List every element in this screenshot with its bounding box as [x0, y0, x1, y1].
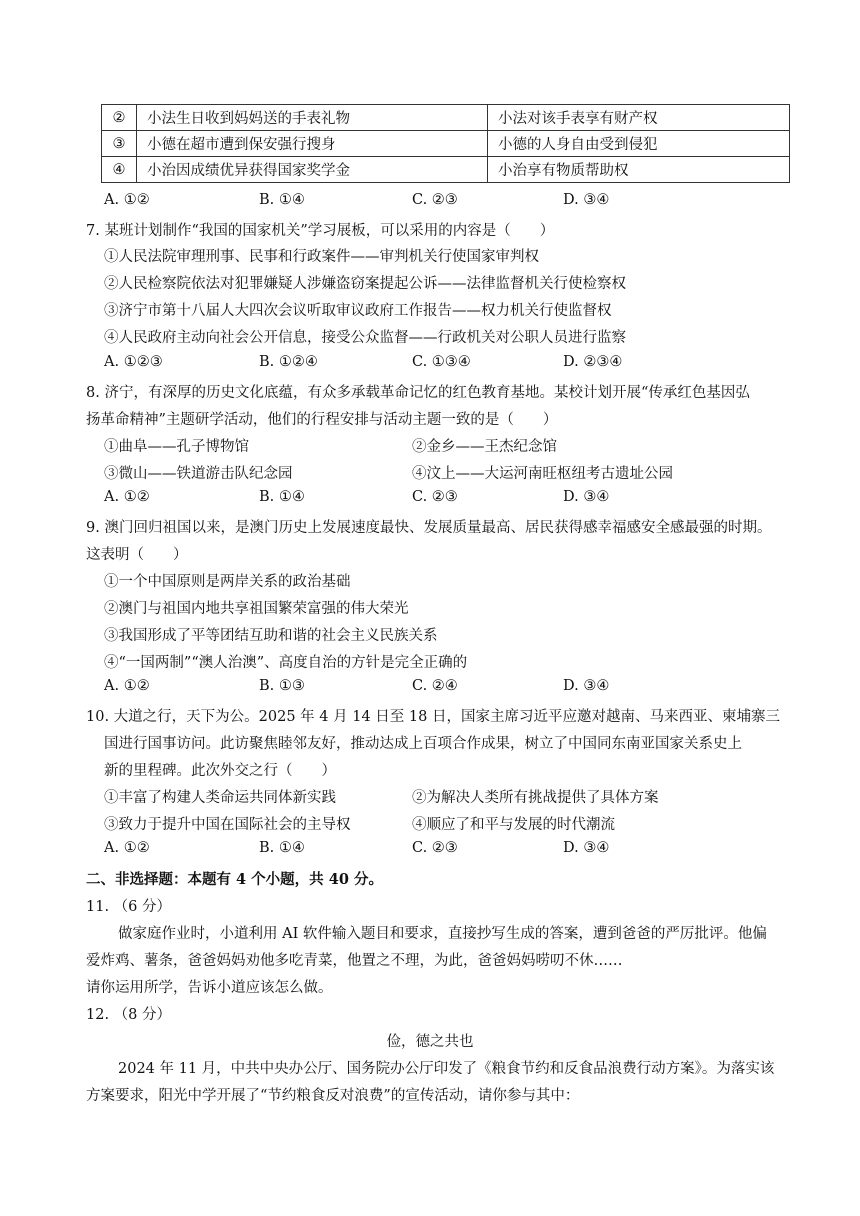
q9-stem-line1: 9. 澳门回归祖国以来，是澳门历史上发展速度最快、发展质量最高、居民获得感幸福感安全感最强的时期。 [86, 520, 772, 536]
q11-prompt: 请你运用所学，告诉小道应该怎么做。 [86, 980, 333, 996]
q10-option-a: A. ①② [104, 840, 150, 856]
q6-option-d: D. ③④ [563, 192, 610, 208]
q11-heading: 11. （6 分） [86, 899, 172, 915]
row-number: ④ [102, 157, 137, 183]
q11-paragraph-line2: 爱炸鸡、薯条，爸爸妈妈劝他多吃青菜，他置之不理，为此，爸爸妈妈唠叨不休…… [86, 953, 623, 969]
row-event: 小法生日收到妈妈送的手表礼物 [137, 105, 488, 131]
q9-item-2: ②澳门与祖国内地共享祖国繁荣富强的伟大荣光 [104, 601, 409, 617]
q7-item-4: ④人民政府主动向社会公开信息，接受公众监督——行政机关对公职人员进行监察 [104, 330, 626, 346]
q10-option-c: C. ②③ [412, 840, 458, 856]
q6-option-b: B. ①④ [259, 192, 305, 208]
q7-item-1: ①人民法院审理刑事、民事和行政案件——审判机关行使国家审判权 [104, 249, 539, 265]
row-number: ② [102, 105, 137, 131]
q9-option-b: B. ①③ [259, 678, 305, 694]
table-row [102, 105, 790, 131]
q10-item-3: ③致力于提升中国在国际社会的主导权 [104, 817, 351, 833]
q8-item-3: ③微山——铁道游击队纪念园 [104, 466, 293, 482]
q8-stem-line1: 8. 济宁，有深厚的历史文化底蕴，有众多承载革命记忆的红色教育基地。某校计划开展“传承红色基因弘 [86, 385, 750, 401]
q7-option-b: B. ①②④ [259, 354, 318, 370]
q7-item-2: ②人民检察院依法对犯罪嫌疑人涉嫌盗窃案提起公诉——法律监督机关行使检察权 [104, 276, 626, 292]
q7-stem: 7. 某班计划制作“我国的国家机关”学习展板，可以采用的内容是（ ） [86, 223, 555, 239]
q8-item-2: ②金乡——王杰纪念馆 [412, 439, 557, 455]
q8-stem-line2: 扬革命精神”主题研学活动，他们的行程安排与活动主题一致的是（ ） [86, 412, 558, 428]
q9-item-4: ④“一国两制”“澳人治澳”、高度自治的方针是完全正确的 [104, 655, 468, 671]
q8-item-1: ①曲阜——孔子博物馆 [104, 439, 249, 455]
q6-option-c: C. ②③ [412, 192, 458, 208]
q9-item-3: ③我国形成了平等团结互助和谐的社会主义民族关系 [104, 628, 438, 644]
q8-item-4: ④汶上——大运河南旺枢纽考古遗址公园 [412, 466, 673, 482]
row-event: 小治因成绩优异获得国家奖学金 [137, 157, 488, 183]
table-row [102, 131, 790, 157]
q10-option-b: B. ①④ [259, 840, 305, 856]
q9-option-d: D. ③④ [563, 678, 610, 694]
row-number: ③ [102, 131, 137, 157]
table-row [102, 157, 790, 183]
q10-item-4: ④顺应了和平与发展的时代潮流 [412, 817, 615, 833]
q10-option-d: D. ③④ [563, 840, 610, 856]
q7-option-d: D. ②③④ [563, 354, 623, 370]
q8-option-a: A. ①② [104, 489, 150, 505]
q7-option-a: A. ①②③ [104, 354, 163, 370]
q12-paragraph-line2: 方案要求，阳光中学开展了“节约粮食反对浪费”的宣传活动，请你参与其中： [86, 1088, 580, 1104]
q8-option-b: B. ①④ [259, 489, 305, 505]
row-right: 小治享有物质帮助权 [488, 157, 790, 183]
row-right: 小德的人身自由受到侵犯 [488, 131, 790, 157]
q12-heading: 12. （8 分） [86, 1007, 172, 1023]
section-heading: 二、非选择题：本题有 4 个小题，共 40 分。 [86, 871, 383, 888]
rights-table [101, 104, 790, 183]
q12-title: 俭，德之共也 [386, 1034, 474, 1050]
q12-paragraph-line1: 2024 年 11 月，中共中央办公厅、国务院办公厅印发了《粮食节约和反食品浪费行动方案》。为落实该 [118, 1061, 775, 1077]
q10-item-1: ①丰富了构建人类命运共同体新实践 [104, 790, 336, 806]
q10-stem-line1: 10. 大道之行，天下为公。2025 年 4 月 14 日至 18 日，国家主席习近平应邀对越南、马来西亚、柬埔寨三 [86, 709, 780, 725]
q8-option-c: C. ②③ [412, 489, 458, 505]
q9-option-a: A. ①② [104, 678, 150, 694]
q9-option-c: C. ②④ [412, 678, 458, 694]
q9-stem-line2: 这表明（ ） [86, 547, 188, 563]
row-event: 小德在超市遭到保安强行搜身 [137, 131, 488, 157]
q6-option-a: A. ①② [104, 192, 150, 208]
q8-option-d: D. ③④ [563, 489, 610, 505]
q11-paragraph-line1: 做家庭作业时，小道利用 AI 软件输入题目和要求，直接抄写生成的答案，遭到爸爸的严厉批评。他偏 [118, 926, 767, 942]
q10-stem-line3: 新的里程碑。此次外交之行（ ） [104, 763, 336, 779]
row-right: 小法对该手表享有财产权 [488, 105, 790, 131]
q7-item-3: ③济宁市第十八届人大四次会议听取审议政府工作报告——权力机关行使监督权 [104, 303, 612, 319]
q10-item-2: ②为解决人类所有挑战提供了具体方案 [412, 790, 659, 806]
q10-stem-line2: 国进行国事访问。此访聚焦睦邻友好，推动达成上百项合作成果，树立了中国同东南亚国家关系史上 [104, 736, 742, 752]
q7-option-c: C. ①③④ [412, 354, 471, 370]
q9-item-1: ①一个中国原则是两岸关系的政治基础 [104, 574, 351, 590]
